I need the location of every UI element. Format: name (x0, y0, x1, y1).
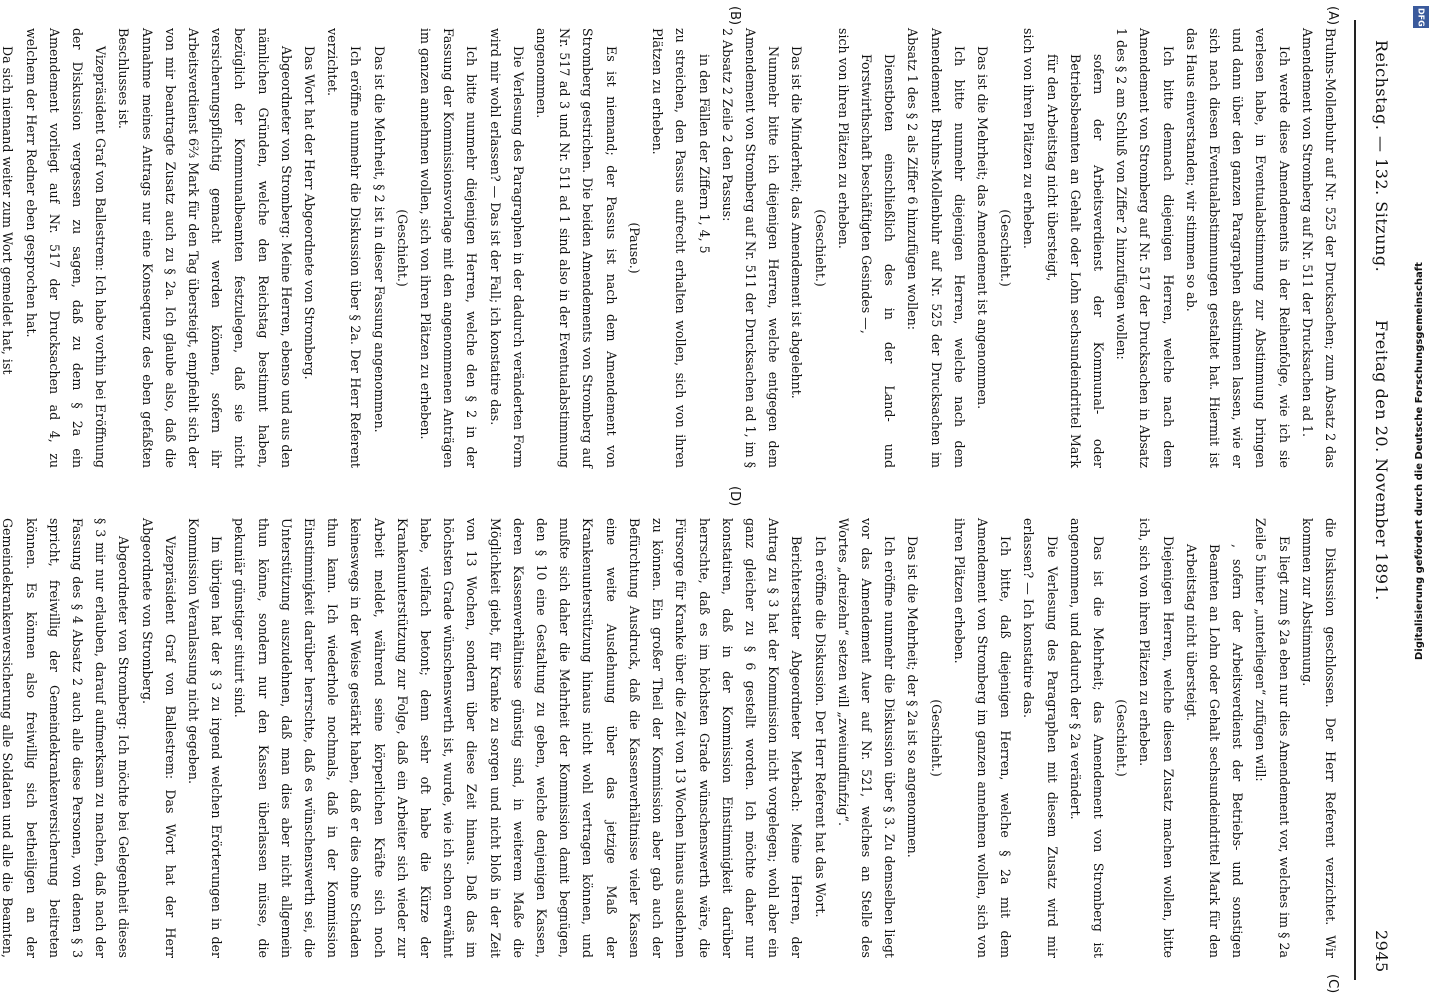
paragraph: Abgeordneter von Stromberg: Meine Herren, ebenso und aus den nämlichen Gründen, welche den Reichstag bestimmt haben, bezüglich der Kommunalbeamten festzulegen, daß sie nicht versicherungspflichtig gemacht werden können, sofern ihr Arbeitsverdienst 6⅔ Mark für den Tag übersteigt, empfiehlt sich der von mir beantragte Zusatz auch zu § 2a. Ich glaube also, daß die Annahme meines Antrags nur eine Konsequenz des eben gefaßten Beschlusses ist. (116, 28, 294, 468)
paragraph: Das ist die Mehrheit; das Amendement von Stromberg ist angenommen, und dadurch der § 2a verändert. (1067, 518, 1106, 958)
paragraph: Die Verlesung des Paragraphen mit diesem Zusatz wird mir erlassen? — Ich konstatire das. (1021, 518, 1060, 958)
dfg-logo: DFG (1413, 6, 1429, 28)
running-header-date: Freitag den 20. November 1891. (1372, 320, 1392, 601)
paragraph: , sofern der Arbeitsverdienst der Betriebs- und sonstigen Beamten an Lohn oder Gehalt sechsundeindrittel Mark für den Arbeitstag nicht übersteigt. (1183, 544, 1246, 958)
paragraph: Das ist die Mehrheit, § 2 ist in dieser Fassung angenommen. (371, 46, 387, 433)
paragraph: Ich eröffne nunmehr die Diskussion über § 3. Zu demselben liegt vor das Amendement Auer auf Nr. 521, welches an Stelle des Wortes „dreizehn“ setzen will „zweiundfünfzig“. (835, 518, 898, 958)
running-header-left: Reichstag. — 132. Sitzung. (1372, 40, 1392, 273)
paragraph: Ich eröffne die Diskussion. Der Herr Referent hat das Wort. (812, 536, 828, 918)
paragraph: Ich bitte demnach diejenigen Herren, welche nach dem Amendement von Stromberg auf Nr. 517 der Drucksachen in Absatz 1 des § 2 am Schluß von Ziffer 2 hinzufügen wollen: (1114, 28, 1176, 468)
paragraph: Berichterstatter Abgeordneter Merbach: Meine Herren, der Antrag zu § 3 hat der Kommission nicht vorgelegen; wohl aber ein ganz gleicher zu § 6 gestellt worden. Ich möchte daher nur konstatiren, daß in der Kommission Einstimmigkeit darüber herrschte, daß es im höchsten Grade wünschenswerth wäre, die Fürsorge für Kranke über die Zeit von 13 Wochen hinaus ausdehnen zu können. Ein großer Theil der Kommission aber gab auch der Befürchtung Ausdruck, daß die Kassenverhältnisse vieler Kassen eine weite Ausdehnung über das jetzige Maß der Krankenunterstützung hinaus nicht wohl vertragen können, und mußte sich daher die Mehrheit der Kommission damit begnügen, den § 10 eine Gestaltung zu geben, welche denjenigen Kassen, deren Kassenverhältnisse günstig sind, in weiterem Maße die Möglichkeit giebt, für Kranke zu sorgen und nicht bloß in der Zeit von 13 Wochen, sondern über diese Zeit hinaus. Daß das im höchsten Grade wünschenswerth ist, wurde, wie ich schon erwähnt habe, vielfach betont; denn sehr oft habe die Kürze der Krankenunterstützung zur Folge, daß ein Arbeiter sich wieder zur Arbeit meldet, während seine körperlichen Kräfte sich noch keineswegs in der Weise gestärkt haben, daß er dies ohne Schaden thun kann. Ich wiederhole nochmals, daß in der Kommission Einstimmigkeit darüber herrschte, daß es wünschenswerth sei, die Unterstützung auszudehnen, daß man dies aber nicht allgemein thun könne, sondern nur den Kassen überlassen müsse, die pekuniär günstiger situirt sind. (232, 518, 805, 958)
paragraph: sofern der Arbeitsverdienst der Kommunal- oder Betriebsbeamten an Gehalt oder Lohn sechsundeindrittel Mark für den Arbeitstag nicht übersteigt, (1044, 54, 1106, 468)
stage-direction: (Pause.) (626, 222, 642, 274)
text-column-left (0, 28, 1342, 468)
paragraph: Ich werde diese Amendements in der Reihenfolge, wie ich sie verlesen habe, in Eventualabstimmung zur Abstimmung bringen und dann über den ganzen Paragraphen abstimmen lassen, wie er sich nach diesen Eventualabstimmungen gestaltet hat. Hiermit ist das Haus einverstanden; wir stimmen so ab. (1183, 28, 1292, 468)
page-number: 2945 (1372, 930, 1392, 973)
paragraph: zu streichen, den Passus aufrecht erhalten wollen, sich von ihren Plätzen zu erheben. (650, 28, 689, 468)
paragraph: Nunmehr bitte ich diejenigen Herren, welche entgegen dem Amendement von Stromberg auf Nr. 511 der Drucksachen ad 1, im § 2 Absatz 2 Zeile 2 den Passus: (719, 28, 782, 468)
paragraph: Im übrigen hat der § 3 zu irgend welchen Erörterungen in der Kommission Veranlassung nicht gegeben. (186, 518, 225, 958)
digitization-note: Digitalisierung gefördert durch die Deutsche Forschungsgemeinschaft (1414, 262, 1425, 660)
paragraph: Es liegt zum § 2a eben nur dies Amendement vor, welches im § 2a Zeile 5 hinter „unterliegen“ zufügen will: (1253, 518, 1292, 958)
paragraph: Ich bitte, daß diejenigen Herren, welche § 2a mit dem Amendement von Stromberg im ganzen annehmen wollen, sich von ihren Plätzen erheben. (951, 518, 1014, 958)
paragraph: Ich bitte nunmehr diejenigen Herren, welche nach dem Amendement Bruhns-Mollenbuhr auf Nr. 525 der Drucksachen im Absatz 1 des § 2 als Ziffer 6 hinzufügen wollen: (905, 28, 967, 468)
margin-marker-d: (D) (727, 486, 742, 507)
paragraph: Abgeordneter von Stromberg: Ich möchte bei Gelegenheit dieses § 3 mir nur erlauben, darauf aufmerksam zu machen, daß nach der Fassung des § 4 Absatz 2 auch alle diese Personen, von denen § 3 spricht, freiwillig der Gemeindekrankenversicherung beitreten können. Es können also freiwillig sich betheiligen an der Gemeindekrankenversicherung alle Soldaten und alle die Beamten, (0, 518, 132, 958)
paragraph: sich von ihren Plätzen zu erheben. (1021, 28, 1037, 249)
paragraph: Vizepräsident Graf von Ballestrem: Ich habe vorhin bei Eröffnung der Diskussion vergessen zu sagen, daß zu dem § 2a ein Amendement vorliegt auf Nr. 517 der Drucksachen ad 4, zu welchem der Herr Redner eben gesprochen hat. (23, 28, 109, 468)
paragraph: Das Wort hat der Herr Abgeordnete von Stromberg. (302, 46, 318, 380)
paragraph: Die Verlesung des Paragraphen in der dadurch veränderten Form wird mir wohl erlassen? — Das ist der Fall; ich konstatire das. (487, 28, 526, 468)
paragraph: in den Fällen der Ziffern 1, 4, 5 (696, 54, 712, 254)
paragraph: Bruhns-Mollenbuhr auf Nr. 525 der Drucksachen; zum Absatz 2 das Amendement von Stromberg auf Nr. 511 der Drucksachen ad 1. (1299, 28, 1338, 468)
margin-marker-b: (B) (727, 6, 742, 26)
stage-direction: (Geschieht.) (1114, 699, 1130, 777)
paragraph: Ich bitte nunmehr diejenigen Herren, welche den § 2 in der Fassung der Kommissionsvorlage mit den angenommenen Anträgen im ganzen annehmen wollen, sich von ihren Plätzen zu erheben. (418, 28, 480, 468)
stage-direction: (Geschieht.) (998, 209, 1014, 287)
text-column-right (0, 518, 1342, 958)
margin-marker-c: (C) (1325, 974, 1340, 994)
paragraph: Diejenigen Herren, welche diesen Zusatz machen wollen, bitte ich, sich von ihren Plätzen zu erheben. (1137, 518, 1176, 958)
paragraph: Dienstboten einschließlich des in der Land- und Forstwirthschaft beschäftigten Gesindes —, (858, 54, 898, 468)
stage-direction: (Geschieht.) (928, 699, 944, 777)
margin-marker-a: (A) (1325, 6, 1340, 26)
paragraph: Da sich niemand weiter zum Wort gemeldet hat, ist (0, 46, 16, 375)
stage-direction: (Geschieht.) (812, 209, 828, 287)
paragraph: Vizepräsident Graf von Ballestrem: Das Wort hat der Herr Abgeordnete von Stromberg. (139, 518, 178, 958)
paragraph: Das ist die Minderheit; das Amendement ist abgelehnt. (789, 46, 805, 399)
paragraph: Es ist niemand; der Passus ist nach dem Amendement von Stromberg gestrichen. Die beiden Amendements von Stromberg auf Nr. 517 ad 3 und Nr. 511 ad 1 sind also in der Eventualabstimmung angenommen. (534, 28, 619, 468)
paragraph: Das ist die Mehrheit; das Amendement ist angenommen. (974, 46, 990, 410)
stage-direction: (Geschieht.) (394, 209, 410, 287)
header-rule (1354, 20, 1356, 980)
paragraph: Das ist die Mehrheit; der § 2a ist so angenommen. (905, 536, 921, 858)
paragraph: sich von ihren Plätzen zu erheben. (835, 28, 851, 249)
paragraph: Ich eröffne nunmehr die Diskussion über § 2a. Der Herr Referent verzichtet. (325, 28, 364, 468)
paragraph: die Diskussion geschlossen. Der Herr Referent verzichtet. Wir kommen zur Abstimmung. (1299, 518, 1338, 958)
